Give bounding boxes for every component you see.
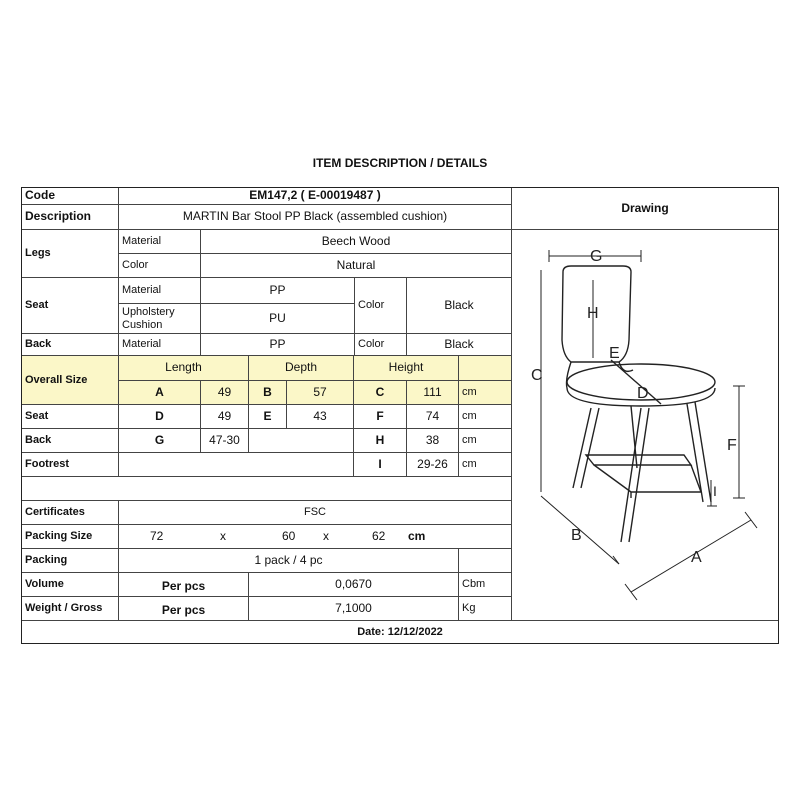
overall-unit: cm bbox=[459, 381, 512, 405]
seat-depth-line bbox=[611, 360, 661, 404]
packing-size-unit: cm bbox=[408, 528, 426, 543]
back-color-value: Black bbox=[407, 334, 512, 356]
dim-d-letter: D bbox=[119, 405, 201, 429]
dim-a-tick bbox=[745, 512, 757, 528]
volume-label: Volume bbox=[22, 573, 119, 597]
volume-per: Per pcs bbox=[119, 573, 249, 597]
back-size-label: Back bbox=[22, 429, 119, 453]
description-label: Description bbox=[22, 205, 119, 230]
drawing-label: Drawing bbox=[512, 188, 778, 230]
packing-size-x1: x bbox=[220, 528, 226, 543]
dim-b-letter: B bbox=[249, 381, 287, 405]
drawing-letter-c: C bbox=[531, 367, 543, 384]
leg-right bbox=[695, 402, 711, 502]
certificates-value: FSC bbox=[119, 501, 512, 525]
drawing-letter-b: B bbox=[571, 527, 582, 544]
seat-size-unit: cm bbox=[459, 405, 512, 429]
seat-label: Seat bbox=[22, 278, 119, 334]
spacer-row bbox=[22, 477, 512, 501]
overall-blank bbox=[459, 356, 512, 381]
dim-a-letter: A bbox=[119, 381, 201, 405]
packing-size-label: Packing Size bbox=[22, 525, 119, 549]
packing-size-row bbox=[119, 525, 512, 549]
back-label: Back bbox=[22, 334, 119, 356]
footrest-blank bbox=[119, 453, 354, 477]
weight-value: 7,1000 bbox=[249, 597, 459, 621]
dim-g-value: 47-30 bbox=[201, 429, 249, 453]
seat-upholstery-value: PU bbox=[201, 304, 355, 334]
date-row: Date: 12/12/2022 bbox=[357, 625, 443, 638]
dim-d-value: 49 bbox=[201, 405, 249, 429]
dim-f-letter: F bbox=[354, 405, 407, 429]
length-header: Length bbox=[119, 356, 249, 381]
drawing-letter-e: E bbox=[609, 345, 620, 362]
depth-header: Depth bbox=[249, 356, 354, 381]
leg-front-left bbox=[573, 408, 591, 488]
certificates-label: Certificates bbox=[22, 501, 119, 525]
packing-size-length: 72 bbox=[150, 528, 164, 543]
stool-drawing-svg bbox=[511, 230, 779, 620]
dim-a-value: 49 bbox=[201, 381, 249, 405]
dim-h-letter: H bbox=[354, 429, 407, 453]
packing-size-height: 62 bbox=[372, 528, 386, 543]
packing-blank bbox=[459, 549, 512, 573]
seat-upholstery-label: Upholstery Cushion bbox=[119, 304, 201, 334]
leg-right-b bbox=[687, 404, 703, 502]
packing-size-width: 60 bbox=[282, 528, 296, 543]
footrest-label: Footrest bbox=[22, 453, 119, 477]
dim-e-letter: E bbox=[249, 405, 287, 429]
code-value: EM147,2 ( E-00019487 ) bbox=[119, 188, 512, 205]
dim-g-letter: G bbox=[119, 429, 201, 453]
backrest-lower-right bbox=[619, 362, 633, 371]
legs-color-label: Color bbox=[119, 254, 201, 278]
stool-drawing bbox=[511, 230, 779, 620]
footrest-front bbox=[594, 465, 701, 492]
seat-color-label: Color bbox=[355, 278, 407, 334]
packing-value: 1 pack / 4 pc bbox=[119, 549, 459, 573]
legs-material-value: Beech Wood bbox=[201, 230, 512, 254]
drawing-letter-d: D bbox=[637, 385, 649, 402]
back-size-unit: cm bbox=[459, 429, 512, 453]
back-material-value: PP bbox=[201, 334, 355, 356]
packing-label: Packing bbox=[22, 549, 119, 573]
description-value: MARTIN Bar Stool PP Black (assembled cushion) bbox=[119, 205, 512, 230]
footrest-unit: cm bbox=[459, 453, 512, 477]
seat-material-label: Material bbox=[119, 278, 201, 304]
volume-value: 0,0670 bbox=[249, 573, 459, 597]
weight-per: Per pcs bbox=[119, 597, 249, 621]
dim-f-value: 74 bbox=[407, 405, 459, 429]
height-header: Height bbox=[354, 356, 459, 381]
dim-a-tick-left bbox=[625, 584, 637, 600]
dim-b-value: 57 bbox=[287, 381, 354, 405]
dim-e-value: 43 bbox=[287, 405, 354, 429]
overall-size-label: Overall Size bbox=[22, 356, 119, 405]
weight-label: Weight / Gross bbox=[22, 597, 119, 621]
leg-front-b bbox=[629, 408, 649, 542]
drawing-letter-i: I bbox=[713, 483, 717, 499]
packing-size-x2: x bbox=[323, 528, 329, 543]
footrest-top bbox=[586, 455, 691, 465]
back-color-label: Color bbox=[355, 334, 407, 356]
seat-material-value: PP bbox=[201, 278, 355, 304]
dim-i-value: 29-26 bbox=[407, 453, 459, 477]
leg-front-left-b bbox=[581, 408, 599, 488]
code-label: Code bbox=[22, 188, 119, 205]
page-title: ITEM DESCRIPTION / DETAILS bbox=[312, 156, 488, 170]
dim-c-value: 111 bbox=[407, 381, 459, 405]
dim-h-value: 38 bbox=[407, 429, 459, 453]
seat-size-label: Seat bbox=[22, 405, 119, 429]
dim-c-letter: C bbox=[354, 381, 407, 405]
leg-front bbox=[621, 408, 641, 542]
back-size-blank bbox=[249, 429, 354, 453]
drawing-letter-g: G bbox=[590, 248, 603, 265]
back-material-label: Material bbox=[119, 334, 201, 356]
seat-color-value: Black bbox=[407, 278, 512, 334]
drawing-letter-a: A bbox=[691, 549, 702, 566]
legs-material-label: Material bbox=[119, 230, 201, 254]
dim-i-letter: I bbox=[354, 453, 407, 477]
legs-color-value: Natural bbox=[201, 254, 512, 278]
drawing-letter-h: H bbox=[587, 305, 599, 322]
legs-label: Legs bbox=[22, 230, 119, 278]
drawing-letter-f: F bbox=[727, 437, 737, 454]
volume-unit: Cbm bbox=[459, 573, 512, 597]
weight-unit: Kg bbox=[459, 597, 512, 621]
